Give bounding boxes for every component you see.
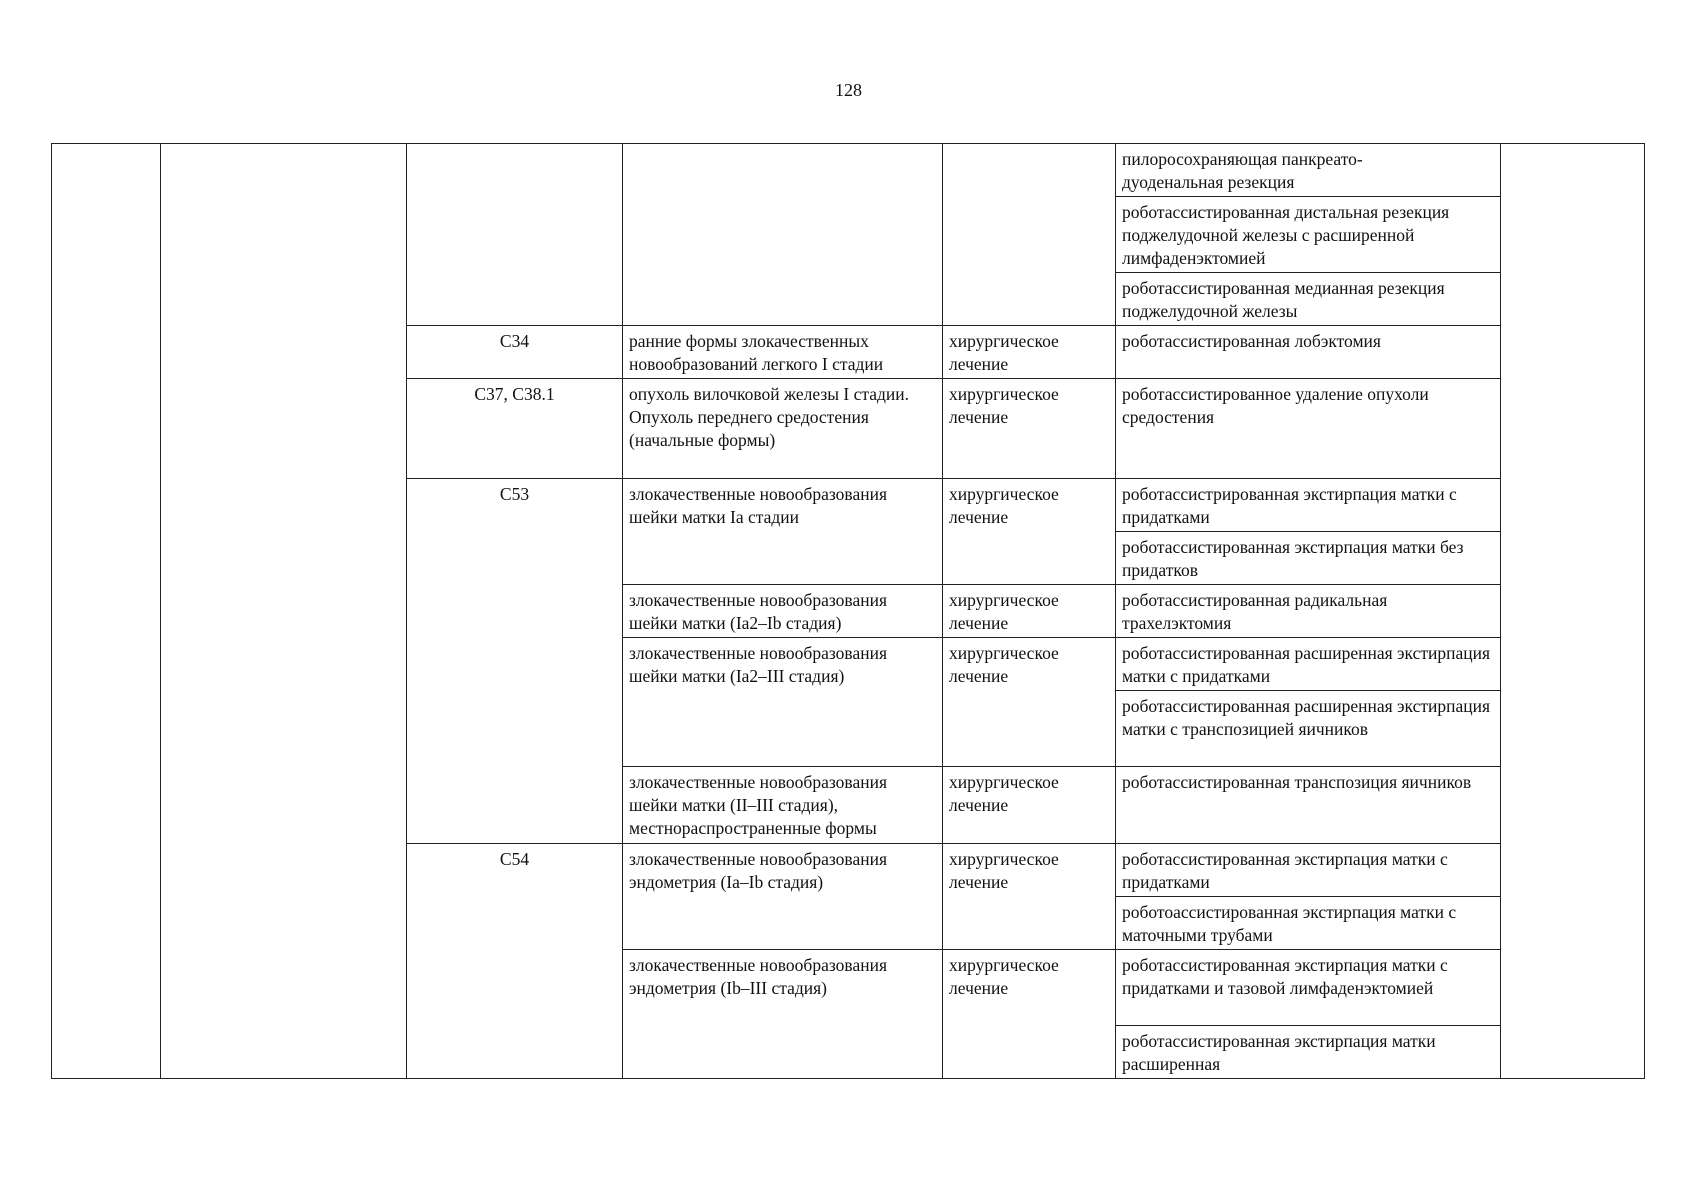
icd-code-cell: C37, C38.1 <box>407 379 623 479</box>
patient-model-cell: злокачественные новообразования шейки матки (Ia2–III стадия) <box>623 638 943 767</box>
patient-model-cell: злокачественные новообразования шейки матки (II–III стадия), местнораспространенные формы <box>623 767 943 844</box>
treatment-method-cell: роботассистированная расширенная экстирпация матки с транспозицией яичников <box>1116 691 1501 767</box>
patient-model-cell: злокачественные новообразования эндометрия (Ib–III стадия) <box>623 950 943 1079</box>
patient-model-cell <box>623 144 943 326</box>
cost-cell <box>1501 144 1645 1079</box>
patient-model-cell: злокачественные новообразования шейки матки (Ia2–Ib стадия) <box>623 585 943 638</box>
patient-model-cell: опухоль вилочковой железы I стадии. Опухоль переднего средостения (начальные формы) <box>623 379 943 479</box>
treatment-method-cell: роботассистированная транспозиция яичников <box>1116 767 1501 844</box>
treatment-type-cell: хирургическое лечение <box>943 844 1116 950</box>
patient-model-cell: злокачественные новообразования шейки матки Ia стадии <box>623 479 943 585</box>
icd-code-cell: C53 <box>407 479 623 844</box>
patient-model-cell: ранние формы злокачественных новообразований легкого I стадии <box>623 326 943 379</box>
treatment-type-cell: хирургическое лечение <box>943 767 1116 844</box>
index-cell <box>52 144 161 1079</box>
patient-model-cell: злокачественные новообразования эндометрия (Ia–Ib стадия) <box>623 844 943 950</box>
treatment-method-cell: роботассистированная экстирпация матки без придатков <box>1116 532 1501 585</box>
icd-code-cell: C34 <box>407 326 623 379</box>
icd-code-cell <box>407 144 623 326</box>
treatment-method-cell: роботассистированная медианная резекция поджелудочной железы <box>1116 273 1501 326</box>
treatment-type-cell <box>943 144 1116 326</box>
table-row <box>52 144 1645 197</box>
treatment-method-cell: роботассистированная экстирпация матки с придатками и тазовой лимфаденэктомией <box>1116 950 1501 1026</box>
treatment-method-cell: роботассистированная лобэктомия <box>1116 326 1501 379</box>
treatment-method-cell: роботассистированная расширенная экстирпация матки с придатками <box>1116 638 1501 691</box>
page-number: 128 <box>835 80 862 100</box>
treatment-type-cell: хирургическое лечение <box>943 479 1116 585</box>
treatment-method-cell: роботассистированная дистальная резекция поджелудочной железы с расширенной лимфаденэктомией <box>1116 197 1501 273</box>
treatment-type-cell: хирургическое лечение <box>943 638 1116 767</box>
treatment-method-cell: роботассистированная экстирпация матки расширенная <box>1116 1026 1501 1079</box>
treatment-type-cell: хирургическое лечение <box>943 326 1116 379</box>
treatment-method-cell: пилоросохраняющая панкреато- дуоденальная резекция <box>1116 144 1501 197</box>
icd-code-cell: C54 <box>407 844 623 1079</box>
treatment-type-cell: хирургическое лечение <box>943 585 1116 638</box>
treatment-method-cell: роботассистированная радикальная трахелэктомия <box>1116 585 1501 638</box>
medical-care-table <box>51 143 1645 1079</box>
treatment-type-cell: хирургическое лечение <box>943 950 1116 1079</box>
profile-cell <box>161 144 407 1079</box>
treatment-method-cell: роботассистрированная экстирпация матки с придатками <box>1116 479 1501 532</box>
treatment-type-cell: хирургическое лечение <box>943 379 1116 479</box>
treatment-method-cell: роботассистированная экстирпация матки с придатками <box>1116 844 1501 897</box>
treatment-method-cell: роботоассистированная экстирпация матки с маточными трубами <box>1116 897 1501 950</box>
treatment-method-cell: роботассистированное удаление опухоли средостения <box>1116 379 1501 479</box>
